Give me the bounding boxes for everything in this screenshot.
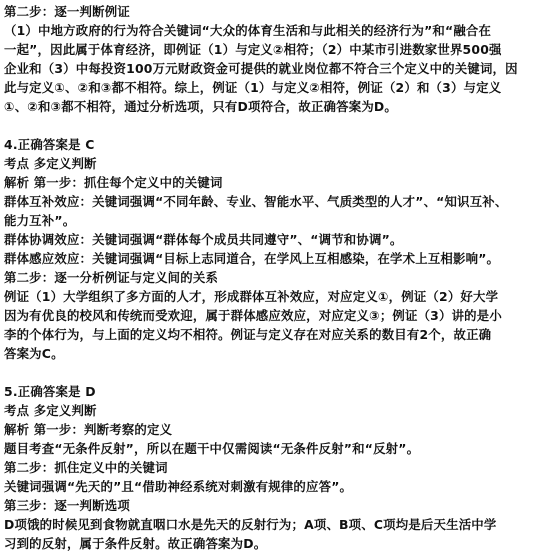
paragraph-line: 李的个体行为，与上面的定义均不相符。例证与定义存在对应关系的数目有2个，故正确 <box>4 327 492 342</box>
paragraph-line: 群体互补效应：关键词强调“不同年龄、专业、智能水平、气质类型的人才”、“知识互补、 <box>4 194 508 209</box>
paragraph-line: 答案为C。 <box>4 346 64 361</box>
step-heading: 第二步：逐一判断例证 <box>4 4 130 19</box>
paragraph-line: （1）中地方政府的行为符合关键词“大众的体育生活和与此相关的经济行为”和“融合在 <box>4 23 492 38</box>
spacer <box>4 116 532 135</box>
paragraph-line: ①、②和③都不相符，通过分析选项，只有D项符合，故正确答案为D。 <box>4 99 397 114</box>
question-5-analysis-step1: 解析 第一步：判断考察的定义 <box>4 422 173 437</box>
paragraph-line: 群体感应效应：关键词强调“目标上志同道合，在学风上互相感染，在学术上互相影响”。 <box>4 251 500 266</box>
question-5-step3: 第三步：逐一判断选项 <box>4 498 130 513</box>
paragraph-line: 题目考查“无条件反射”，所以在题干中仅需阅读“无条件反射”和“反射”。 <box>4 441 420 456</box>
spacer <box>4 363 532 382</box>
paragraph-line: 企业和（3）中每投资100万元财政资金可提供的就业岗位都不符合三个定义中的关键词，因 <box>4 61 518 76</box>
question-4-analysis-step1: 解析 第一步：抓住每个定义中的关键词 <box>4 175 223 190</box>
paragraph-line: 此与定义①、②和③都不相符。综上，例证（1）与定义②相符，例证（2）和（3）与定义 <box>4 80 502 95</box>
paragraph-line: 能力互补”。 <box>4 213 76 228</box>
question-4-step2: 第二步：逐一分析例证与定义间的关系 <box>4 270 219 285</box>
question-5-topic: 考点 多定义判断 <box>4 403 97 418</box>
question-5-step2: 第二步：抓住定义中的关键词 <box>4 460 168 475</box>
paragraph-line: 因为有优良的校风和传统而受欢迎，属于群体感应效应，对应定义③；例证（3）讲的是小 <box>4 308 502 323</box>
question-5-answer: 5.正确答案是 D <box>4 384 96 399</box>
paragraph-line: 关键词强调“先天的”且“借助神经系统对刺激有规律的应答”。 <box>4 479 353 494</box>
paragraph-line: 一起”，因此属于体育经济，即例证（1）与定义②相符；（2）中某市引进数家世界500强 <box>4 42 502 57</box>
answer-document <box>4 2 532 553</box>
paragraph-line: 习到的反射，属于条件反射。故正确答案为D。 <box>4 536 267 551</box>
paragraph-line: D项饿的时候见到食物就直咽口水是先天的反射行为；A项、B项、C项均是后天生活中学 <box>4 517 497 532</box>
paragraph-line: 群体协调效应：关键词强调“群体每个成员共同遵守”、“调节和协调”。 <box>4 232 403 247</box>
question-4-answer: 4.正确答案是 C <box>4 137 95 152</box>
paragraph-line: 例证（1）大学组织了多方面的人才，形成群体互补效应，对应定义①，例证（2）好大学 <box>4 289 499 304</box>
question-4-topic: 考点 多定义判断 <box>4 156 97 171</box>
